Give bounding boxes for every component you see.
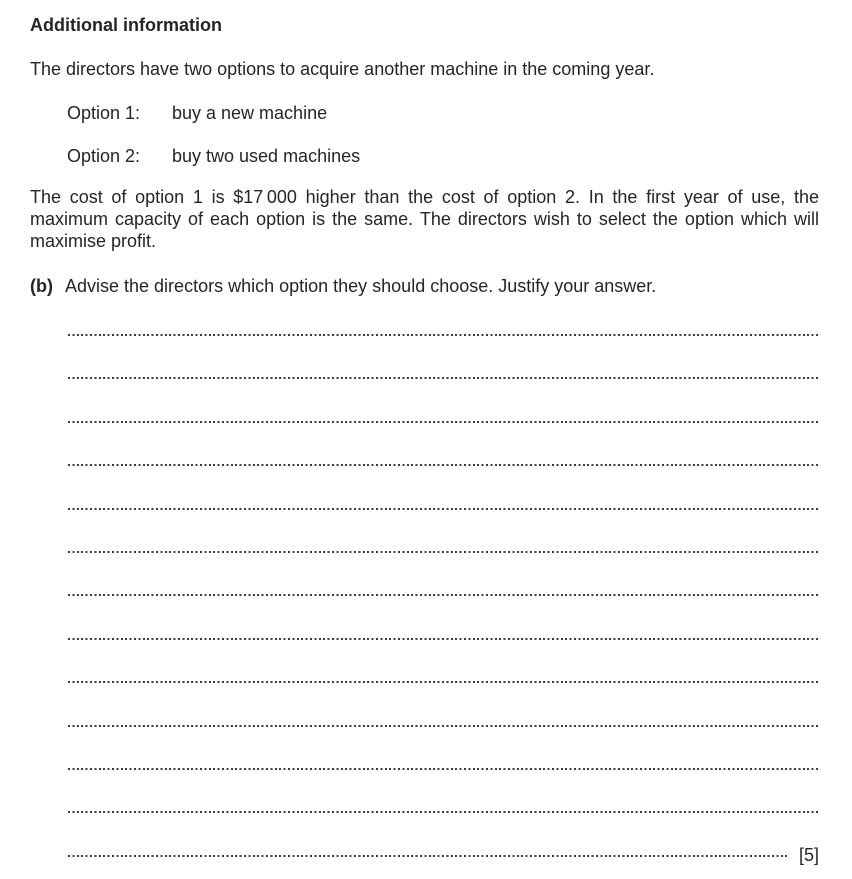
options-list — [30, 102, 819, 167]
answer-line — [68, 770, 819, 813]
dotted-rule — [68, 855, 789, 857]
answer-line — [68, 683, 819, 726]
intro-paragraph: The directors have two options to acquire another machine in the coming year. — [30, 59, 655, 79]
question-row — [30, 275, 819, 297]
answer-line — [68, 466, 819, 509]
answer-line — [68, 297, 819, 336]
answer-line — [68, 596, 819, 639]
answer-line — [68, 336, 819, 379]
answer-line — [68, 379, 819, 422]
option-text: buy two used machines — [172, 146, 361, 166]
answer-line — [68, 553, 819, 596]
option-text: buy a new machine — [172, 103, 328, 123]
option-row — [67, 102, 819, 124]
answer-line — [68, 510, 819, 553]
answer-line — [68, 727, 819, 770]
marks-label: [5] — [798, 844, 819, 865]
info-paragraph: The cost of option 1 is $17 000 higher than the cost of option 2. In the first year of use, the maximum capacity of each option is the same. The directors wish to select the option which will maximise profit. — [30, 187, 819, 251]
question-label: (b) — [30, 276, 53, 296]
option-label: Option 1: — [67, 103, 141, 123]
answer-line — [68, 423, 819, 466]
answer-lines — [68, 297, 819, 865]
option-label: Option 2: — [67, 146, 141, 166]
option-row — [67, 145, 819, 167]
section-heading: Additional information — [30, 15, 222, 35]
answer-line — [68, 813, 819, 865]
question-text: Advise the directors which option they should choose. Justify your answer. — [65, 276, 657, 296]
answer-line — [68, 640, 819, 683]
